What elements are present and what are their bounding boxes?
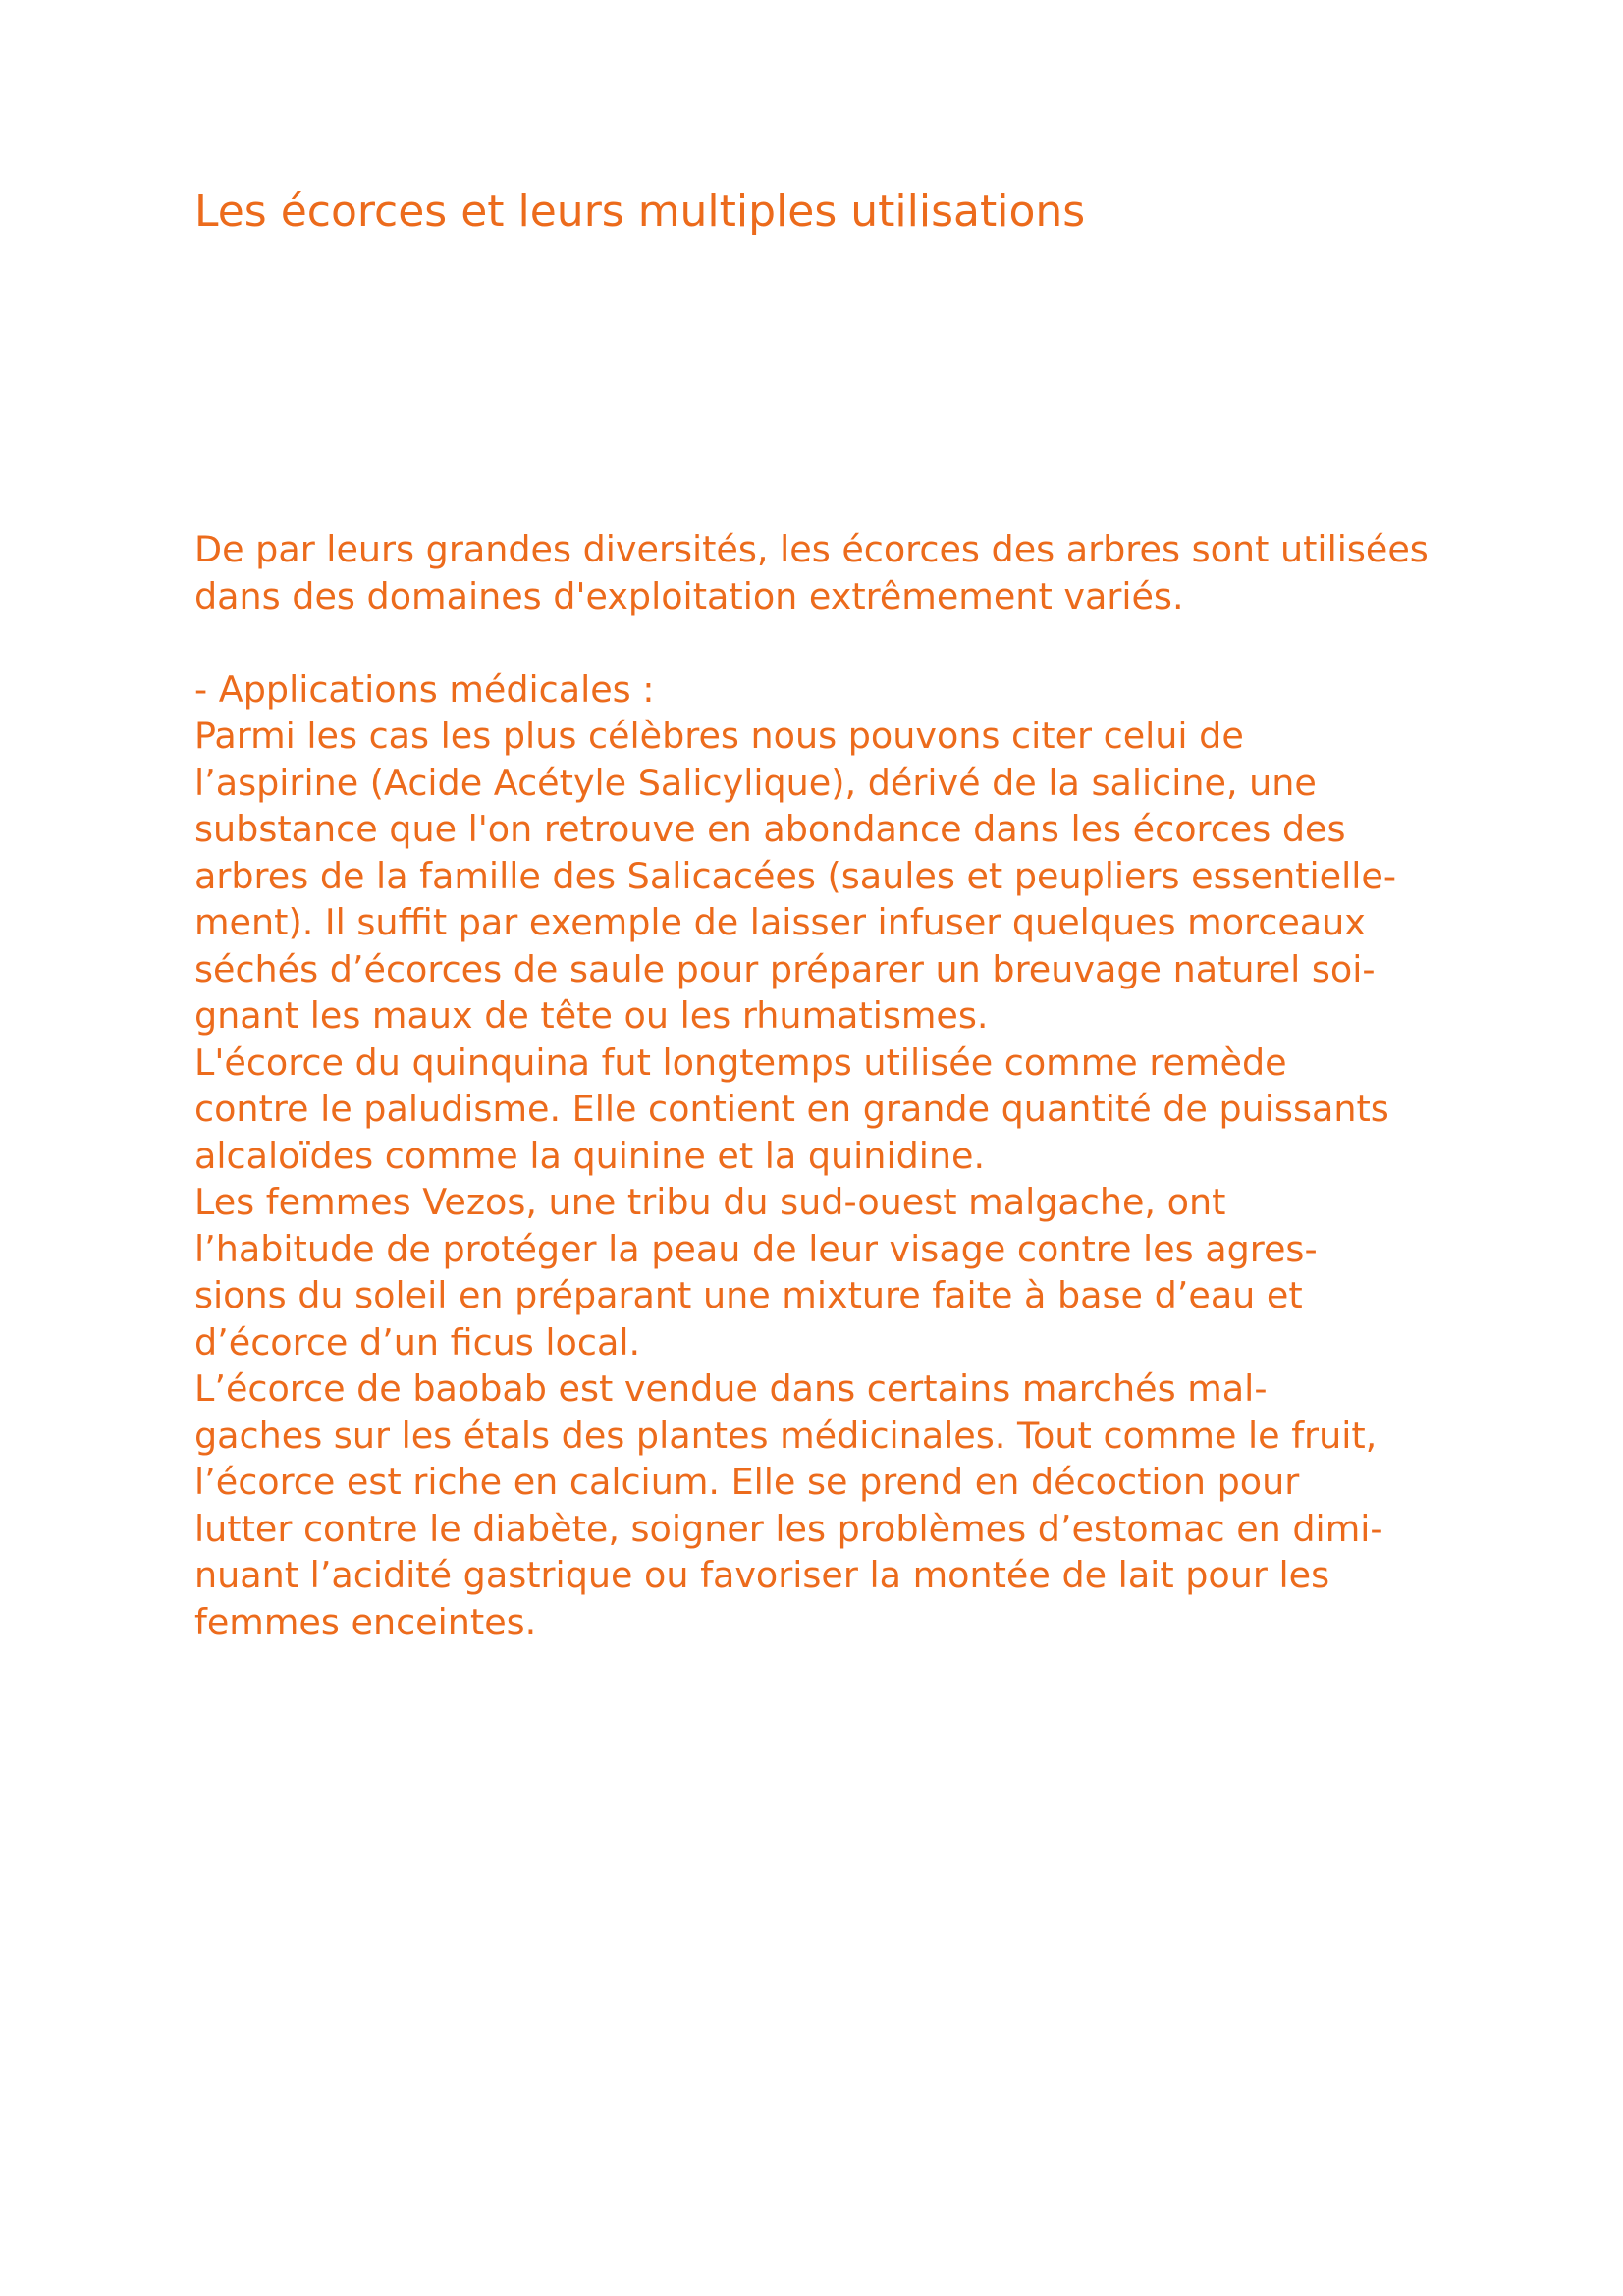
paragraph-aspirine [194, 713, 1471, 1040]
paragraph-line: femmes enceintes. [194, 1600, 537, 1643]
intro-line: dans des domaines d'exploitation extrêmement variés. [194, 574, 1184, 617]
paragraph-line: gaches sur les étals des plantes médicinales. Tout comme le fruit, [194, 1414, 1378, 1457]
paragraph-line: l’aspirine (Acide Acétyle Salicylique), dérivé de la salicine, une [194, 761, 1317, 804]
paragraph-line: sions du soleil en préparant une mixture faite à base d’eau et [194, 1274, 1303, 1316]
paragraph-quinquina [194, 1040, 1471, 1180]
paragraph-line: lutter contre le diabète, soigner les problèmes d’estomac en dimi- [194, 1507, 1383, 1550]
paragraph-line: Les femmes Vezos, une tribu du sud-ouest malgache, ont [194, 1181, 1226, 1223]
paragraph-vezos [194, 1179, 1471, 1365]
paragraph-line: contre le paludisme. Elle contient en grande quantité de puissants [194, 1088, 1389, 1130]
page-title: Les écorces et leurs multiples utilisations [194, 187, 1086, 237]
paragraph-line: gnant les maux de tête ou les rhumatismes. [194, 994, 989, 1037]
paragraph-line: d’écorce d’un ficus local. [194, 1320, 641, 1363]
paragraph-line: alcaloïdes comme la quinine et la quinidine. [194, 1134, 986, 1177]
paragraph-line: L’écorce de baobab est vendue dans certains marchés mal- [194, 1367, 1268, 1410]
paragraph-line: ment). Il suffit par exemple de laisser infuser quelques morceaux [194, 901, 1366, 943]
paragraph-gap [194, 619, 1471, 667]
paragraph-line: arbres de la famille des Salicacées (saules et peupliers essentielle- [194, 854, 1397, 897]
body-text [194, 526, 1471, 1645]
paragraph-line: substance que l'on retrouve en abondance dans les écorces des [194, 808, 1346, 850]
paragraph-line: séchés d’écorces de saule pour préparer un breuvage naturel soi- [194, 947, 1376, 990]
intro-paragraph [194, 526, 1471, 619]
paragraph-line: l’écorce est riche en calcium. Elle se prend en décoction pour [194, 1461, 1300, 1503]
paragraph-line: L'écorce du quinquina fut longtemps utilisée comme remède [194, 1041, 1287, 1084]
paragraph-line: nuant l’acidité gastrique ou favoriser la montée de lait pour les [194, 1554, 1330, 1596]
intro-line: De par leurs grandes diversités, les écorces des arbres sont utilisées [194, 528, 1429, 570]
paragraph-line: l’habitude de protéger la peau de leur visage contre les agres- [194, 1227, 1318, 1270]
paragraph-line: Parmi les cas les plus célèbres nous pouvons citer celui de [194, 715, 1244, 757]
section-heading: - Applications médicales : [194, 667, 655, 711]
paragraph-baobab [194, 1365, 1471, 1645]
